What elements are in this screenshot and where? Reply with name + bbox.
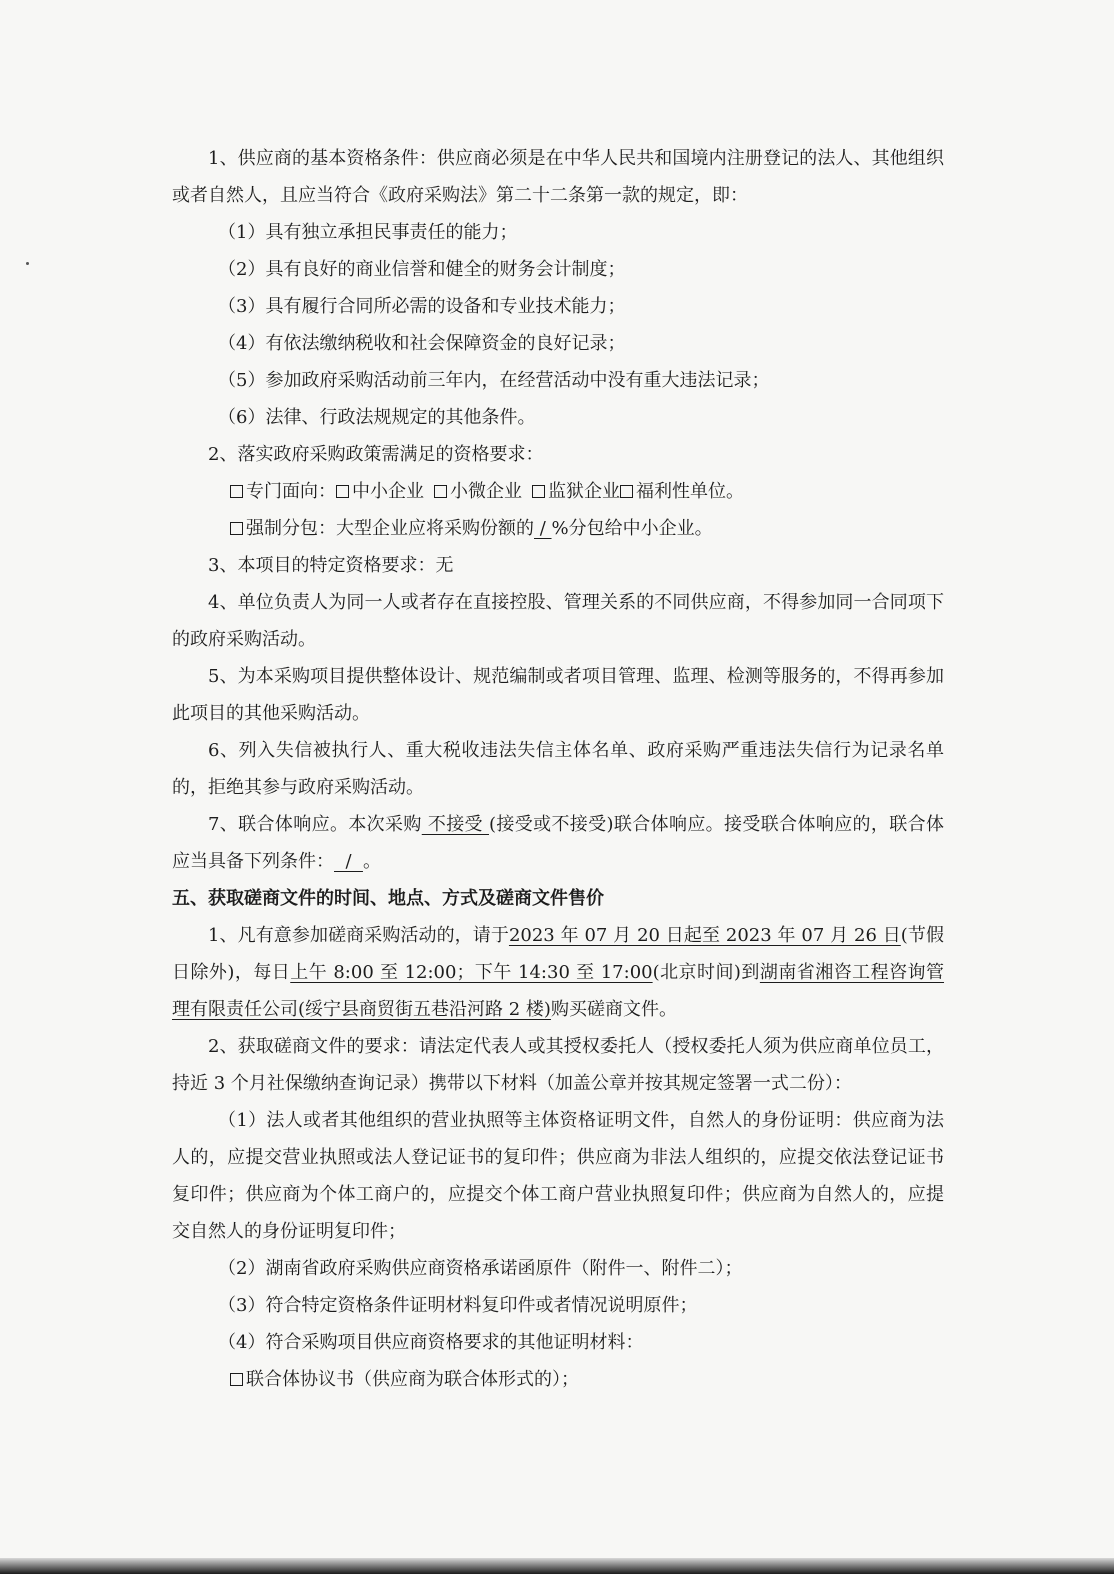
qualification-item-3: 3、本项目的特定资格要求：无 — [208, 555, 454, 576]
qualification-subitem: （3）具有履行合同所必需的设备和专业技术能力； — [218, 296, 626, 317]
checkbox-prison[interactable] — [532, 485, 545, 498]
qualification-item-6: 6、列入失信被执行人、重大税收违法失信主体名单、政府采购严重违法失信行为记录名单的，拒绝其参与政府采购活动。 — [172, 740, 944, 798]
qualification-subitem: （1）具有独立承担民事责任的能力； — [218, 222, 518, 243]
consortium-acceptance: 不接受 — [421, 814, 489, 835]
checkbox-consortium-agreement[interactable] — [230, 1373, 243, 1386]
acquisition-hours: 上午 8:00 至 12:00；下午 14:30 至 17:00 — [290, 962, 653, 983]
checkbox-special[interactable] — [230, 485, 243, 498]
section-five-heading: 五、获取磋商文件的时间、地点、方式及磋商文件售价 — [172, 888, 604, 909]
checkbox-subcontract[interactable] — [230, 522, 243, 535]
qualification-item-1: 1、供应商的基本资格条件：供应商必须是在中华人民共和国境内注册登记的法人、其他组织或者自然人，且应当符合《政府采购法》第二十二条第一款的规定，即： — [172, 148, 944, 206]
qualification-subitem: （5）参加政府采购活动前三年内，在经营活动中没有重大违法记录； — [218, 370, 770, 391]
required-doc: （2）湖南省政府采购供应商资格承诺函原件（附件一、附件二）； — [218, 1258, 743, 1279]
qualification-subitem: （6）法律、行政法规规定的其他条件。 — [218, 407, 536, 428]
required-doc: （4）符合采购项目供应商资格要求的其他证明材料： — [218, 1332, 644, 1353]
acquisition-period: 2023 年 07 月 20 日起至 2023 年 07 月 26 日 — [508, 925, 901, 946]
qualification-item-7: 7、联合体响应。本次采购 不接受 (接受或不接受)联合体响应。接受联合体响应的，联合体应当具备下列条件： / 。 — [172, 814, 944, 872]
policy-checkbox-row: 专门面向： 中小企业 小微企业 监狱企业 福利性单位。 — [172, 473, 944, 510]
scan-bottom-edge — [0, 1558, 1114, 1574]
checkbox-sme[interactable] — [336, 485, 349, 498]
checkbox-welfare[interactable] — [620, 485, 633, 498]
scan-speck — [26, 262, 29, 265]
required-doc: （3）符合特定资格条件证明材料复印件或者情况说明原件； — [218, 1295, 698, 1316]
subcontract-row: 强制分包：大型企业应将采购份额的 / %分包给中小企业。 — [172, 510, 944, 547]
qualification-subitem: （4）有依法缴纳税收和社会保障资金的良好记录； — [218, 333, 626, 354]
qualification-item-5: 5、为本采购项目提供整体设计、规范编制或者项目管理、监理、检测等服务的，不得再参加此项目的其他采购活动。 — [172, 666, 944, 724]
required-doc: （1）法人或者其他组织的营业执照等主体资格证明文件，自然人的身份证明：供应商为法人的，应提交营业执照或法人登记证书的复印件；供应商为非法人组织的，应提交依法登记证书复印件；供应商为个体工商户的，应提交个体工商户营业执照复印件；供应商为自然人的，应提交自然人的身份证明复印件； — [172, 1110, 944, 1242]
acquisition-place: 湖南省湘咨工程咨询管理有限责任公司(绥宁县商贸街五巷沿河路 2 楼) — [172, 962, 945, 1020]
qualification-item-2: 2、落实政府采购政策需满足的资格要求： — [208, 444, 544, 465]
consortium-agreement-row: 联合体协议书（供应商为联合体形式的）； — [172, 1361, 944, 1398]
consortium-conditions: / — [334, 851, 363, 872]
acquisition-item-2: 2、获取磋商文件的要求：请法定代表人或其授权委托人（授权委托人须为供应商单位员工，持近 3 个月社保缴纳查询记录）携带以下材料（加盖公章并按其规定签署一式二份）： — [172, 1036, 944, 1094]
qualification-item-4: 4、单位负责人为同一人或者存在直接控股、管理关系的不同供应商，不得参加同一合同项下的政府采购活动。 — [172, 592, 944, 650]
qualification-subitem: （2）具有良好的商业信誉和健全的财务会计制度； — [218, 259, 626, 280]
checkbox-micro[interactable] — [434, 485, 447, 498]
acquisition-item-1: 1、凡有意参加磋商采购活动的，请于2023 年 07 月 20 日起至 2023 年 07 月 26 日(节假日除外)，每日上午 8:00 至 12:00；下午 14:30 至 17:00(北京时间)到湖南省湘咨工程咨询管理有限责任公司(绥宁县商贸街五巷沿河路 2 楼)购买磋商文件。 — [172, 925, 945, 1020]
subcontract-percent: / — [534, 518, 552, 539]
document-body — [172, 140, 944, 1398]
